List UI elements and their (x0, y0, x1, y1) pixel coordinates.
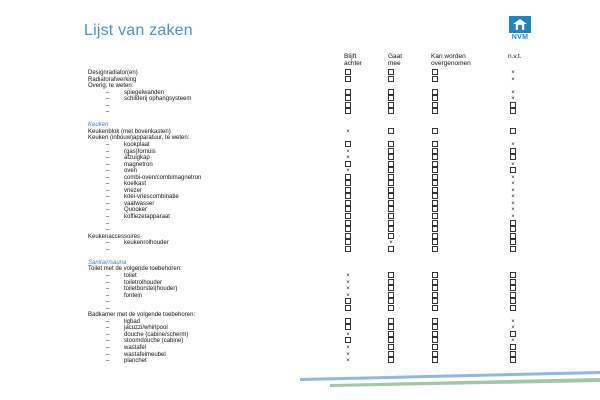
dash-bullet: – (106, 351, 110, 358)
blue-stripe (300, 371, 600, 381)
checked-mark[interactable]: × (346, 155, 350, 162)
checkbox-empty[interactable] (388, 148, 394, 154)
checkbox-empty[interactable] (432, 318, 438, 324)
dash-bullet: – (106, 200, 110, 207)
checkbox-empty[interactable] (345, 89, 351, 95)
column-header-kan-worden-overgenomen (431, 53, 471, 67)
checkbox-empty[interactable] (345, 233, 351, 239)
checkbox-empty[interactable] (432, 351, 438, 357)
page-title: Lijst van zaken (84, 22, 193, 39)
checkbox-empty[interactable] (388, 108, 394, 114)
checkbox-empty[interactable] (388, 206, 394, 212)
row-label: toilet (124, 272, 137, 279)
checkbox-empty[interactable] (345, 69, 351, 75)
column-header-nvt (508, 53, 522, 60)
checkbox-empty[interactable] (432, 272, 438, 278)
checkbox-empty[interactable] (510, 357, 516, 363)
checkbox-empty[interactable] (432, 337, 438, 343)
row-label: Overig, te weten: (88, 83, 134, 90)
checkbox-empty[interactable] (510, 344, 516, 350)
checkbox-empty[interactable] (432, 239, 438, 245)
checkbox-empty[interactable] (432, 233, 438, 239)
checkbox-cell[interactable] (387, 358, 395, 365)
checkbox-empty[interactable] (388, 187, 394, 193)
checkbox-empty[interactable] (432, 167, 438, 173)
checkbox-empty[interactable] (510, 292, 516, 298)
checked-mark[interactable]: × (346, 351, 350, 358)
checked-mark[interactable]: × (511, 76, 515, 83)
row-label: afzuigkap (124, 155, 150, 162)
dash-bullet: – (106, 358, 110, 365)
checkbox-empty[interactable] (432, 128, 438, 134)
row-label: vaatwasser (124, 200, 155, 207)
green-stripe (330, 378, 600, 387)
dash-bullet: – (106, 246, 110, 253)
checked-mark[interactable]: × (346, 358, 350, 365)
checkbox-empty[interactable] (432, 331, 438, 337)
row-label: vriezer (124, 187, 143, 194)
checkbox-empty[interactable] (510, 167, 516, 173)
checkbox-empty[interactable] (388, 102, 394, 108)
checked-mark[interactable]: × (511, 70, 515, 76)
checked-mark[interactable]: × (511, 174, 515, 181)
checkbox-empty[interactable] (345, 220, 351, 226)
checkbox-empty[interactable] (388, 193, 394, 199)
checkbox-empty[interactable] (345, 298, 351, 304)
checkbox-empty[interactable] (510, 128, 516, 134)
checkbox-empty[interactable] (432, 148, 438, 154)
checked-mark[interactable]: × (511, 318, 515, 325)
row-label: wastafelmeubel (124, 351, 166, 358)
dash-bullet: – (106, 148, 110, 155)
checkbox-empty[interactable] (432, 324, 438, 330)
checkbox-empty[interactable] (432, 187, 438, 193)
row-label: Sanitair/sauna (88, 259, 127, 266)
checkbox-empty[interactable] (388, 180, 394, 186)
checkbox-empty[interactable] (432, 357, 438, 363)
checkbox-empty[interactable] (388, 200, 394, 206)
checked-mark[interactable]: × (389, 240, 393, 247)
checked-mark[interactable]: × (511, 187, 515, 194)
checked-mark[interactable]: × (346, 279, 350, 286)
checked-mark[interactable]: × (346, 148, 350, 155)
dash-bullet: – (106, 279, 110, 286)
dash-bullet: – (106, 102, 110, 109)
house-icon (509, 16, 531, 33)
checkbox-empty[interactable] (345, 324, 351, 330)
dash-bullet: – (106, 272, 110, 279)
checkbox-empty[interactable] (510, 285, 516, 291)
dash-bullet: – (106, 155, 110, 162)
dash-bullet: – (106, 286, 110, 293)
checkbox-empty[interactable] (388, 279, 394, 285)
dash-bullet: – (106, 187, 110, 194)
checkbox-empty[interactable] (432, 89, 438, 95)
checked-mark[interactable]: × (346, 168, 350, 175)
row-label: kookplaat (124, 142, 150, 149)
dash-bullet: – (106, 220, 110, 227)
checkbox-empty[interactable] (432, 69, 438, 75)
checkbox-cell[interactable] (431, 358, 439, 365)
dash-bullet: – (106, 168, 110, 175)
checkbox-empty[interactable] (432, 161, 438, 167)
checkbox-empty[interactable] (345, 193, 351, 199)
dash-bullet: – (106, 161, 110, 168)
column-header-line: mee (388, 60, 401, 67)
row-label: stoomdouche (cabine) (124, 338, 184, 345)
checkbox-empty[interactable] (510, 272, 516, 278)
checkbox-empty[interactable] (345, 174, 351, 180)
row-label: schilderij ophangsysteem (124, 96, 192, 103)
checkbox-empty[interactable] (388, 76, 394, 82)
row-label: koelkast (124, 181, 147, 188)
checkbox-empty[interactable] (388, 141, 394, 147)
checked-mark[interactable]: × (346, 286, 350, 293)
checkbox-empty[interactable] (345, 337, 351, 343)
checkbox-empty[interactable] (345, 213, 351, 219)
checkbox-empty[interactable] (388, 154, 394, 160)
row-label: wastafel (124, 344, 147, 351)
checkbox-empty[interactable] (432, 141, 438, 147)
row-label: toiletborstel(houder) (124, 286, 178, 293)
checkbox-empty[interactable] (388, 167, 394, 173)
row-label: ligbad (124, 318, 141, 325)
checkbox-empty[interactable] (510, 239, 516, 245)
row-label: Quooker (124, 207, 148, 214)
row-label: Badkamer met de volgende toebehoren: (88, 312, 196, 319)
checkbox-empty[interactable] (510, 305, 516, 311)
checkbox-empty[interactable] (432, 154, 438, 160)
checkbox-empty[interactable] (345, 76, 351, 82)
checkbox-empty[interactable] (345, 246, 351, 252)
checked-mark[interactable]: × (511, 200, 515, 207)
checkbox-cell[interactable] (509, 358, 517, 365)
checkbox-empty[interactable] (388, 331, 394, 337)
row-label: jacuzzi/whirlpool (124, 325, 168, 332)
checkbox-empty[interactable] (388, 174, 394, 180)
checkbox-empty[interactable] (388, 128, 394, 134)
table-row (88, 358, 528, 365)
checkbox-empty[interactable] (345, 102, 351, 108)
column-header-line: achter (344, 60, 363, 67)
checkbox-empty[interactable] (510, 220, 516, 226)
checkbox-empty[interactable] (510, 233, 516, 239)
nvm-logo (508, 16, 532, 41)
checkbox-empty[interactable] (345, 161, 351, 167)
checkbox-empty[interactable] (432, 226, 438, 232)
checked-mark[interactable]: × (346, 272, 350, 279)
checkbox-empty[interactable] (388, 344, 394, 350)
checkbox-empty[interactable] (388, 305, 394, 311)
dash-bullet: – (106, 240, 110, 247)
checkbox-empty[interactable] (388, 324, 394, 330)
dash-bullet: – (106, 227, 110, 234)
checkbox-empty[interactable] (510, 279, 516, 285)
checkbox-empty[interactable] (432, 246, 438, 252)
checkbox-empty[interactable] (432, 180, 438, 186)
checklist-table (88, 70, 528, 365)
checkbox-empty[interactable] (432, 213, 438, 219)
dash-bullet: – (106, 292, 110, 299)
row-label: koffiezetapparaat (124, 214, 170, 221)
checkbox-empty[interactable] (510, 154, 516, 160)
row-label: Toilet met de volgende toebehoren: (88, 266, 182, 273)
dash-bullet: – (106, 194, 110, 201)
checkbox-empty[interactable] (510, 298, 516, 304)
column-header-blijft-achter (344, 53, 362, 67)
checkbox-empty[interactable] (345, 239, 351, 245)
checkbox-empty[interactable] (388, 292, 394, 298)
checkbox-empty[interactable] (345, 305, 351, 311)
checkbox-empty[interactable] (432, 76, 438, 82)
checkbox-empty[interactable] (345, 200, 351, 206)
dash-bullet: – (106, 181, 110, 188)
checkbox-empty[interactable] (345, 180, 351, 186)
checkbox-empty[interactable] (432, 108, 438, 114)
row-label: magnetron (124, 161, 153, 168)
checkbox-empty[interactable] (388, 220, 394, 226)
row-label: Keuken (88, 122, 109, 129)
checkbox-empty[interactable] (510, 331, 516, 337)
checkbox-empty[interactable] (432, 200, 438, 206)
dash-bullet: – (106, 318, 110, 325)
column-header-line: Kan worden (431, 53, 466, 60)
checked-mark[interactable]: × (511, 181, 515, 188)
row-label: keukenrolhouder (124, 240, 169, 247)
checkbox-empty[interactable] (345, 141, 351, 147)
checkbox-empty[interactable] (432, 193, 438, 199)
row-label: spiegelwanden (124, 89, 165, 96)
row-label: koel-vriescombinatie (124, 194, 179, 201)
row-label: oven (124, 168, 138, 175)
checkbox-empty[interactable] (432, 298, 438, 304)
checkbox-empty[interactable] (432, 95, 438, 101)
checked-mark[interactable]: × (346, 331, 350, 338)
dash-bullet: – (106, 207, 110, 214)
dash-bullet: – (106, 109, 110, 116)
dash-bullet: – (106, 325, 110, 332)
checked-mark[interactable]: × (511, 96, 515, 103)
dash-bullet: – (106, 142, 110, 149)
logo-text: NVM (511, 34, 529, 41)
checkbox-empty[interactable] (432, 174, 438, 180)
checkbox-empty[interactable] (388, 69, 394, 75)
checked-mark[interactable]: × (346, 292, 350, 299)
checkbox-empty[interactable] (432, 220, 438, 226)
checkbox-empty[interactable] (432, 102, 438, 108)
dash-bullet: – (106, 89, 110, 96)
dash-bullet: – (106, 305, 110, 312)
row-label: (gas)fornuis (124, 148, 156, 155)
checkbox-empty[interactable] (510, 246, 516, 252)
row-label: toiletrolhouder (124, 279, 163, 286)
checked-mark[interactable]: × (346, 128, 350, 135)
checkbox-empty[interactable] (388, 95, 394, 101)
row-label: planchet (124, 358, 147, 365)
dash-bullet: – (106, 344, 110, 351)
checkbox-empty[interactable] (345, 206, 351, 212)
checked-mark[interactable]: × (511, 214, 515, 221)
dash-bullet: – (106, 96, 110, 103)
checked-mark[interactable]: × (346, 344, 350, 351)
column-header-gaat-mee (388, 53, 402, 67)
checkbox-empty[interactable] (388, 298, 394, 304)
column-header-line: n.v.t. (508, 53, 522, 60)
row-label: combi-oven/combimagnetron (124, 174, 202, 181)
checked-mark[interactable]: × (511, 207, 515, 214)
checkbox-empty[interactable] (432, 344, 438, 350)
column-header-line: overgenomen (431, 60, 471, 67)
checkbox-empty[interactable] (432, 285, 438, 291)
dash-bullet: – (106, 338, 110, 345)
checkbox-empty[interactable] (510, 102, 516, 108)
checkbox-empty[interactable] (388, 318, 394, 324)
checkbox-empty[interactable] (388, 89, 394, 95)
checked-mark[interactable]: × (511, 338, 515, 345)
column-header-line: Blijft (344, 53, 357, 60)
checkbox-empty[interactable] (388, 337, 394, 343)
checkbox-empty[interactable] (345, 226, 351, 232)
checkbox-empty[interactable] (388, 272, 394, 278)
checkbox-empty[interactable] (510, 351, 516, 357)
checkbox-empty[interactable] (388, 226, 394, 232)
checkbox-empty[interactable] (388, 285, 394, 291)
row-label: Keuken (inbouw)apparatuur, te weten: (88, 135, 190, 142)
checkbox-empty[interactable] (510, 226, 516, 232)
checked-mark[interactable]: × (511, 194, 515, 201)
checkbox-empty[interactable] (510, 148, 516, 154)
row-label: fontein (124, 292, 143, 299)
row-label: Keukenaccessoires (88, 233, 141, 240)
dash-bullet: – (106, 174, 110, 181)
checked-mark[interactable]: × (511, 142, 515, 149)
checkbox-empty[interactable] (432, 305, 438, 311)
dash-bullet: – (106, 214, 110, 221)
checked-mark[interactable]: × (511, 161, 515, 168)
checkbox-empty[interactable] (388, 161, 394, 167)
row-label: Designradiator(en) (88, 70, 138, 76)
column-header-line: Gaat (388, 53, 403, 60)
row-label: Keukenblok (met bovenkasten) (88, 128, 171, 135)
checkbox-empty[interactable] (388, 357, 394, 363)
checked-mark[interactable]: × (511, 325, 515, 332)
checkbox-empty[interactable] (388, 213, 394, 219)
checked-mark[interactable]: × (511, 89, 515, 96)
checkbox-empty[interactable] (345, 187, 351, 193)
checkbox-empty[interactable] (432, 206, 438, 212)
checkbox-empty[interactable] (432, 279, 438, 285)
checkbox-empty[interactable] (388, 233, 394, 239)
checkbox-empty[interactable] (432, 292, 438, 298)
checkbox-empty[interactable] (345, 95, 351, 101)
row-label: Radiatorafwerking (88, 76, 137, 83)
row-label: douche (cabine/scherm) (124, 331, 189, 338)
checkbox-empty[interactable] (388, 246, 394, 252)
dash-bullet: – (106, 331, 110, 338)
dash-bullet: – (106, 299, 110, 306)
checkbox-empty[interactable] (510, 108, 516, 114)
checkbox-empty[interactable] (345, 108, 351, 114)
checkbox-empty[interactable] (345, 318, 351, 324)
checkbox-empty[interactable] (388, 351, 394, 357)
